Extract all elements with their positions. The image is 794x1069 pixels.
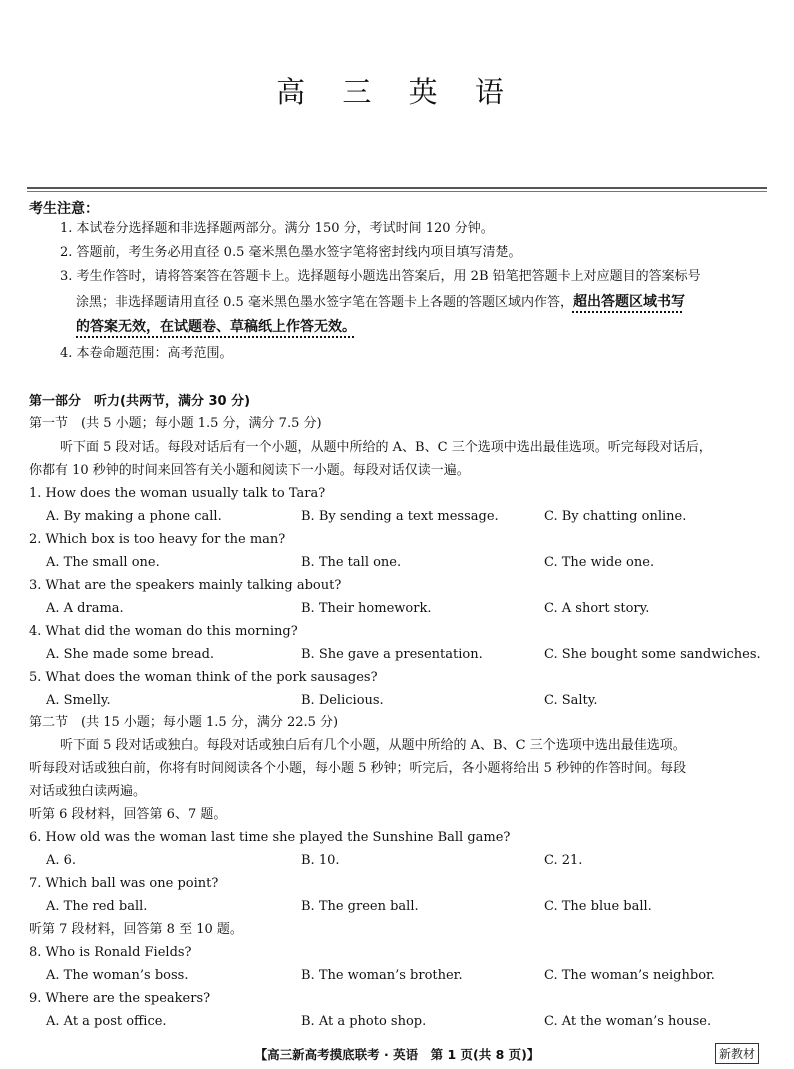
question-9: 9. Where are the speakers?	[29, 991, 211, 1006]
q8-option-a: A. The woman’s boss.	[46, 968, 189, 983]
q8-option-c: C. The woman’s neighbor.	[544, 968, 715, 983]
notice-emphasis-2: 的答案无效，在试题卷、草稿纸上作答无效。	[76, 319, 356, 335]
q9-option-a: A. At a post office.	[46, 1014, 167, 1029]
q2-option-c: C. The wide one.	[544, 555, 655, 570]
section-1-instruction-line-2: 你都有 10 秒钟的时间来回答有关小题和阅读下一小题。每段对话仅读一遍。	[29, 463, 470, 478]
section-2-instruction-line-2: 听每段对话或独白前，你将有时间阅读各个小题，每小题 5 秒钟；听完后，各小题将给出 5 秒钟的作答时间。每段	[29, 761, 687, 776]
q5-option-b: B. Delicious.	[301, 693, 384, 708]
q9-option-b: B. At a photo shop.	[301, 1014, 427, 1029]
question-6: 6. How old was the woman last time she played the Sunshine Ball game?	[29, 830, 511, 845]
material-7-instruction: 听第 7 段材料，回答第 8 至 10 题。	[29, 922, 243, 937]
notice-item-1: 1. 本试卷分选择题和非选择题两部分。满分 150 分，考试时间 120 分钟。	[60, 221, 494, 236]
q2-option-a: A. The small one.	[46, 555, 160, 570]
notice-item-4: 4. 本卷命题范围：高考范围。	[60, 346, 233, 361]
q5-option-c: C. Salty.	[544, 693, 598, 708]
question-2: 2. Which box is too heavy for the man?	[29, 532, 286, 547]
material-6-instruction: 听第 6 段材料，回答第 6、7 题。	[29, 807, 227, 822]
q6-option-a: A. 6.	[46, 853, 77, 868]
q6-option-b: B. 10.	[301, 853, 340, 868]
question-5: 5. What does the woman think of the pork sausages?	[29, 670, 378, 685]
q3-option-b: B. Their homework.	[301, 601, 432, 616]
q1-option-b: B. By sending a text message.	[301, 509, 499, 524]
part-1-heading: 第一部分 听力(共两节，满分 30 分)	[29, 394, 251, 409]
q3-option-a: A. A drama.	[46, 601, 124, 616]
section-1-instruction-line-1: 听下面 5 段对话。每段对话后有一个小题，从题中所给的 A、B、C 三个选项中选出最佳选项。听完每段对话后，	[60, 440, 712, 455]
section-2-heading: 第二节 (共 15 小题；每小题 1.5 分，满分 22.5 分)	[29, 715, 339, 730]
q8-option-b: B. The woman’s brother.	[301, 968, 463, 983]
q6-option-c: C. 21.	[544, 853, 583, 868]
q5-option-a: A. Smelly.	[46, 693, 111, 708]
notice-emphasis-1: 超出答题区域书写	[572, 294, 685, 310]
notice-item-2: 2. 答题前，考生务必用直径 0.5 毫米黑色墨水签字笔将密封线内项目填写清楚。	[60, 245, 522, 260]
section-1-heading: 第一节 (共 5 小题；每小题 1.5 分，满分 7.5 分)	[29, 416, 322, 431]
q7-option-a: A. The red ball.	[46, 899, 148, 914]
q4-option-a: A. She made some bread.	[46, 647, 215, 662]
q1-option-c: C. By chatting online.	[544, 509, 687, 524]
q4-option-c: C. She bought some sandwiches.	[544, 647, 761, 662]
question-4: 4. What did the woman do this morning?	[29, 624, 298, 639]
exam-title: 高 三 英 语	[276, 75, 518, 109]
notice-item-3-line-1: 3. 考生作答时，请将答案答在答题卡上。选择题每小题选出答案后，用 2B 铅笔把答题卡上对应题目的答案标号	[60, 269, 701, 284]
q4-option-b: B. She gave a presentation.	[301, 647, 483, 662]
section-2-instruction-line-1: 听下面 5 段对话或独白。每段对话或独白后有几个小题，从题中所给的 A、B、C 三个选项中选出最佳选项。	[60, 738, 686, 753]
section-2-instruction-line-3: 对话或独白读两遍。	[29, 784, 147, 799]
notice-item-3-line-2	[76, 293, 685, 312]
q9-option-c: C. At the woman’s house.	[544, 1014, 712, 1029]
notice-heading: 考生注意：	[29, 201, 99, 217]
q1-option-a: A. By making a phone call.	[46, 509, 222, 524]
page-footer: 【高三新高考摸底联考 · 英语 第 1 页(共 8 页)】	[254, 1047, 540, 1062]
question-8: 8. Who is Ronald Fields?	[29, 945, 192, 960]
question-7: 7. Which ball was one point?	[29, 876, 219, 891]
question-3: 3. What are the speakers mainly talking about?	[29, 578, 342, 593]
new-textbook-badge: 新教材	[715, 1043, 759, 1064]
question-1: 1. How does the woman usually talk to Tara?	[29, 486, 326, 501]
q3-option-c: C. A short story.	[544, 601, 650, 616]
divider-thin	[27, 191, 767, 192]
q2-option-b: B. The tall one.	[301, 555, 402, 570]
notice-item-3-text: 涂黑；非选择题请用直径 0.5 毫米黑色墨水签字笔在答题卡上各题的答题区域内作答，	[76, 295, 573, 310]
q7-option-c: C. The blue ball.	[544, 899, 652, 914]
divider-thick	[27, 187, 767, 189]
q7-option-b: B. The green ball.	[301, 899, 419, 914]
